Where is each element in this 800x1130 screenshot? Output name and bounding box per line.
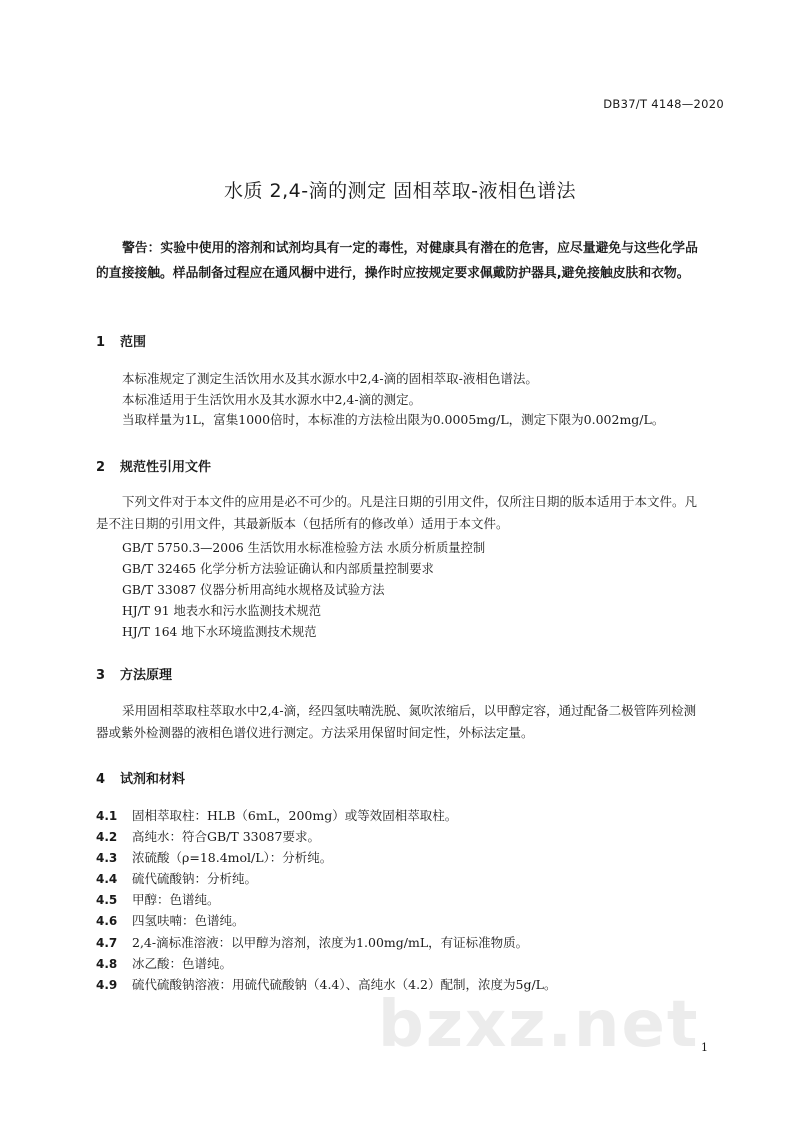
item-text: 甲醇：色谱纯。	[132, 892, 220, 907]
reagent-item	[96, 806, 457, 824]
item-number: 4.8	[96, 957, 118, 971]
scope-paragraph: 当取样量为1L，富集1000倍时，本标准的方法检出限为0.0005mg/L，测定下限为0.002mg/L。	[122, 412, 665, 427]
section-principle-heading	[96, 664, 172, 683]
reference-item: GB/T 5750.3—2006 生活饮用水标准检验方法 水质分析质量控制	[122, 541, 486, 555]
reference-item: GB/T 33087 仪器分析用高纯水规格及试验方法	[122, 583, 385, 597]
item-number: 4.9	[96, 978, 118, 992]
item-text: 高纯水：符合GB/T 33087要求。	[132, 829, 320, 844]
section-references-heading	[96, 456, 211, 475]
item-text: 硫代硫酸钠溶液：用硫代硫酸钠（4.4）、高纯水（4.2）配制，浓度为5g/L。	[132, 977, 557, 992]
reagent-item	[96, 827, 320, 845]
section-title: 方法原理	[120, 668, 173, 683]
reagent-item	[96, 869, 257, 887]
section-number: 2	[96, 460, 106, 475]
section-title: 范围	[120, 335, 147, 350]
item-number: 4.4	[96, 872, 118, 886]
item-text: 浓硫酸（ρ=18.4mol/L）：分析纯。	[132, 850, 333, 865]
item-number: 4.5	[96, 893, 118, 907]
reagent-item	[96, 933, 528, 951]
item-number: 4.1	[96, 809, 118, 823]
reference-item: HJ/T 164 地下水环境监测技术规范	[122, 625, 317, 639]
item-number: 4.7	[96, 936, 118, 950]
item-text: 固相萃取柱：HLB（6mL，200mg）或等效固相萃取柱。	[132, 808, 458, 823]
standard-code: DB37/T 4148—2020	[603, 97, 724, 111]
section-number: 3	[96, 668, 106, 683]
reference-item: GB/T 32465 化学分析方法验证确认和内部质量控制要求	[122, 562, 434, 576]
section-number: 4	[96, 772, 106, 787]
section-title: 试剂和材料	[120, 772, 186, 787]
watermark: bzxz.net	[378, 988, 700, 1062]
item-text: 硫代硫酸钠：分析纯。	[132, 871, 258, 886]
item-number: 4.2	[96, 830, 118, 844]
warning-paragraph: 警告：实验中使用的溶剂和试剂均具有一定的毒性，对健康具有潜在的危害，应尽量避免与这些化学品的直接接触。样品制备过程应在通风橱中进行，操作时应按规定要求佩戴防护器具,避免接触皮肤和衣物。	[96, 241, 698, 281]
page-number: 1	[701, 1041, 708, 1054]
reagent-item	[96, 954, 232, 972]
scope-paragraph: 本标准规定了测定生活饮用水及其水源水中2,4-滴的固相萃取-液相色谱法。	[122, 371, 538, 386]
principle-paragraph: 采用固相萃取柱萃取水中2,4-滴，经四氢呋喃洗脱、氮吹浓缩后，以甲醇定容，通过配备二极管阵列检测器或紫外检测器的液相色谱仪进行测定。方法采用保留时间定性，外标法定量。	[96, 703, 697, 740]
reagent-item	[96, 890, 220, 908]
section-title: 规范性引用文件	[120, 460, 212, 475]
section-number: 1	[96, 335, 106, 350]
item-text: 冰乙酸：色谱纯。	[132, 956, 233, 971]
reagent-item	[96, 911, 245, 929]
item-text: 四氢呋喃：色谱纯。	[132, 913, 245, 928]
reference-item: HJ/T 91 地表水和污水监测技术规范	[122, 604, 322, 618]
item-text: 2,4-滴标准溶液：以甲醇为溶剂，浓度为1.00mg/mL，有证标准物质。	[132, 935, 529, 950]
document-title: 水质 2,4-滴的测定 固相萃取-液相色谱法	[223, 180, 576, 202]
scope-paragraph: 本标准适用于生活饮用水及其水源水中2,4-滴的测定。	[122, 392, 422, 407]
section-scope-heading	[96, 331, 146, 350]
references-intro: 下列文件对于本文件的应用是必不可少的。凡是注日期的引用文件，仅所注日期的版本适用于本文件。凡是不注日期的引用文件，其最新版本（包括所有的修改单）适用于本文件。	[96, 494, 698, 531]
reagent-item	[96, 848, 332, 866]
item-number: 4.6	[96, 914, 118, 928]
section-reagents-heading	[96, 768, 185, 787]
item-number: 4.3	[96, 851, 118, 865]
